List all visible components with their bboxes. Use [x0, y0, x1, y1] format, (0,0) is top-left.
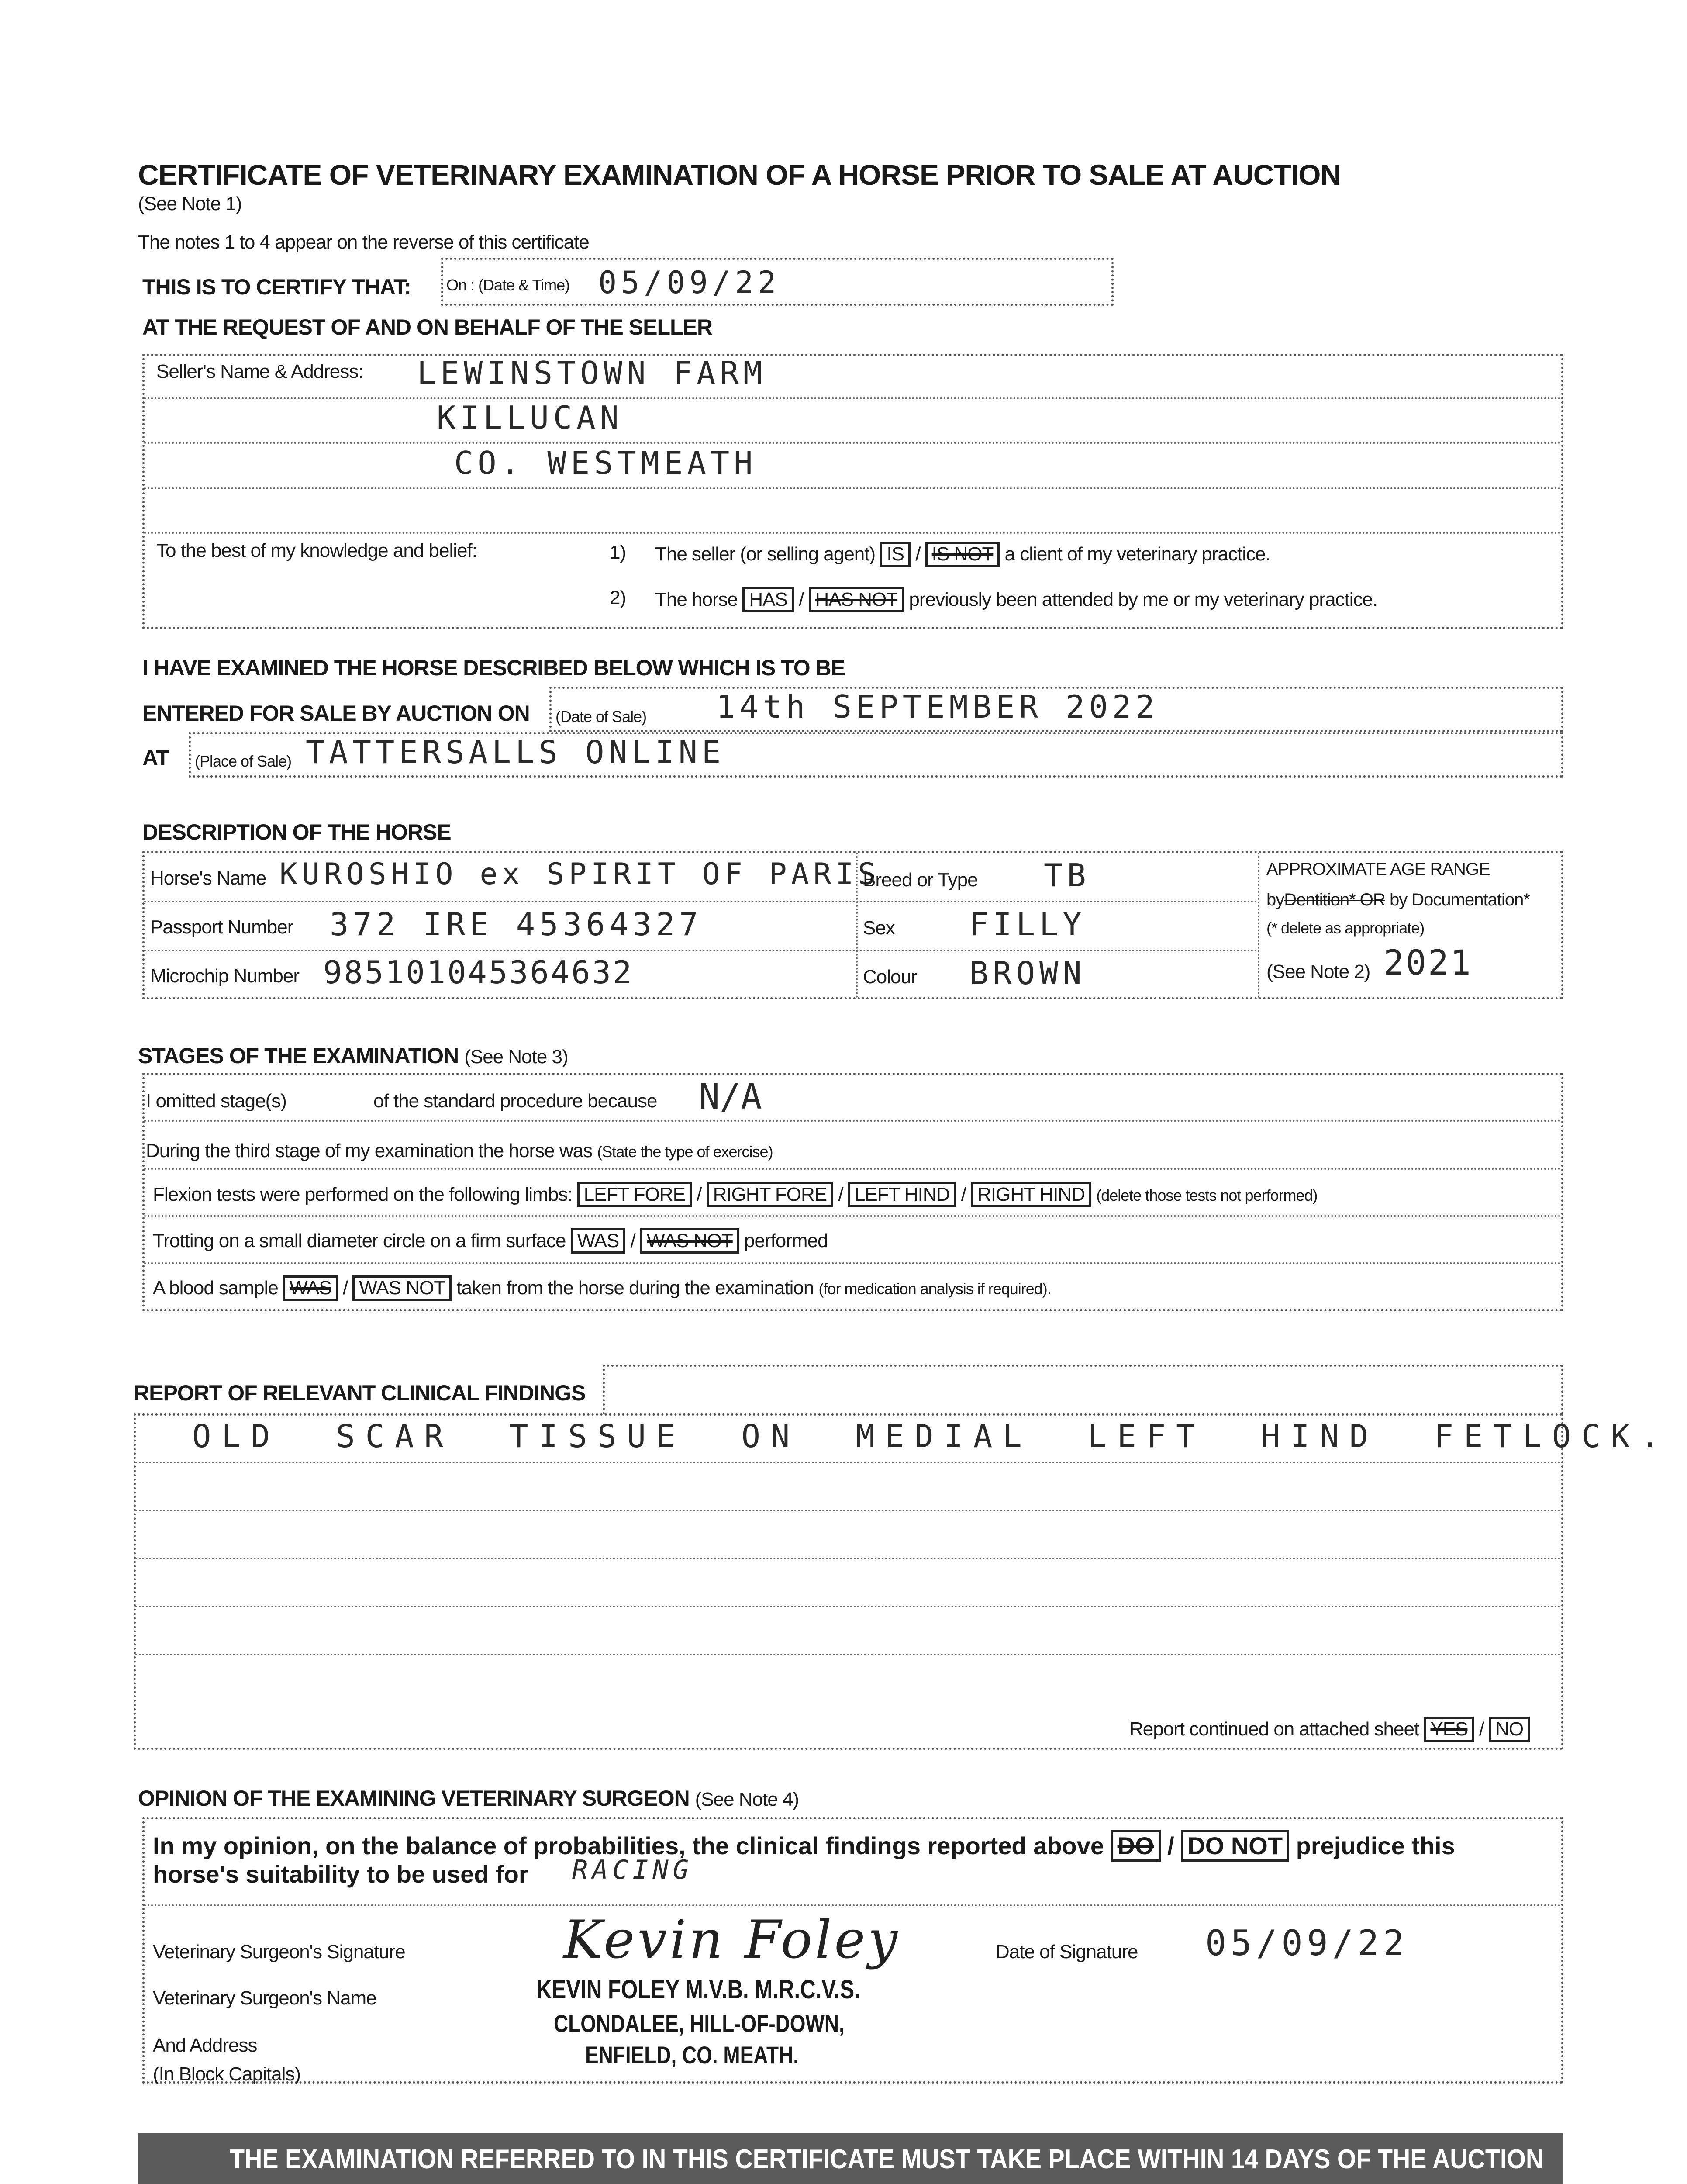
trotting-row: Trotting on a small diameter circle on a firm surface WAS / WAS NOT performed [153, 1228, 828, 1254]
seller-line-2[interactable]: KILLUCAN [437, 399, 623, 436]
vet-stamp-address-2: ENFIELD, CO. MEATH. [585, 2041, 799, 2069]
flexion-row: Flexion tests were performed on the following limbs: LEFT FORE / RIGHT FORE / LEFT HIND / RIGHT HIND (delete those tests not performed) [153, 1182, 1318, 1207]
date-signature-label: Date of Signature [996, 1941, 1138, 1963]
findings-heading: REPORT OF RELEVANT CLINICAL FINDINGS [134, 1381, 586, 1405]
continued-yes[interactable]: YES [1424, 1717, 1474, 1742]
colour-value[interactable]: BROWN [969, 955, 1086, 992]
footer-banner-text: THE EXAMINATION REFERRED TO IN THIS CERTIFICATE MUST TAKE PLACE WITHIN 14 DAYS OF THE AUCTION [230, 2144, 1544, 2174]
signature: Kevin Foley [563, 1910, 900, 1970]
footer-banner [138, 2133, 1563, 2184]
vet-name-label: Veterinary Surgeon's Name [153, 1987, 376, 2009]
opinion-line-2: horse's suitability to be used for [153, 1860, 528, 1888]
sex-value[interactable]: FILLY [969, 906, 1086, 943]
breed-label: Breed or Type [863, 869, 978, 891]
blood-option-was-not[interactable]: WAS NOT [352, 1275, 452, 1301]
examined-heading: I HAVE EXAMINED THE HORSE DESCRIBED BELOW WHICH IS TO BE [142, 656, 845, 680]
signature-label: Veterinary Surgeon's Signature [153, 1941, 405, 1963]
q1-number: 1) [610, 542, 626, 563]
opinion-line-1: In my opinion, on the balance of probabilities, the clinical findings reported above DO / DO NOT prejudice this [153, 1830, 1455, 1862]
sale-place-label: (Place of Sale) [195, 752, 292, 770]
q2-text: The horse HAS / HAS NOT previously been attended by me or my veterinary practice. [655, 587, 1377, 612]
omitted-value[interactable]: N/A [699, 1076, 762, 1117]
q1-option-is[interactable]: IS [880, 542, 911, 567]
trot-option-was-not[interactable]: WAS NOT [640, 1228, 739, 1254]
q2-number: 2) [610, 587, 626, 608]
q2-option-has-not[interactable]: HAS NOT [809, 587, 904, 612]
microchip-value[interactable]: 985101045364632 [323, 954, 634, 991]
vet-stamp-address-1: CLONDALEE, HILL-OF-DOWN, [554, 2010, 845, 2037]
request-heading: AT THE REQUEST OF AND ON BEHALF OF THE SELLER [142, 315, 712, 339]
blood-option-was[interactable]: WAS [283, 1275, 338, 1301]
flex-left-hind[interactable]: LEFT HIND [848, 1182, 956, 1207]
age-dentition-option[interactable]: Dentition* OR [1284, 890, 1385, 909]
colour-label: Colour [863, 966, 917, 988]
sale-place-value: TATTERSALLS ONLINE [306, 734, 725, 771]
vet-address-caps-label: (In Block Capitals) [153, 2063, 301, 2085]
opinion-heading: OPINION OF THE EXAMINING VETERINARY SURGEON (See Note 4) [138, 1786, 799, 1811]
knowledge-label: To the best of my knowledge and belief: [156, 540, 477, 561]
seller-name-label: Seller's Name & Address: [156, 361, 363, 382]
stages-heading: STAGES OF THE EXAMINATION (See Note 3) [138, 1044, 568, 1068]
sale-date-label: (Date of Sale) [555, 708, 647, 726]
opinion-use-value[interactable]: RACING [572, 1855, 693, 1885]
horse-name-label: Horse's Name [150, 867, 266, 889]
findings-header-box [603, 1365, 1563, 1414]
q1-text: The seller (or selling agent) IS / IS NOT a client of my veterinary practice. [655, 542, 1270, 567]
age-value[interactable]: 2021 [1383, 943, 1473, 983]
seller-line-3[interactable]: CO. WESTMEATH [454, 445, 757, 481]
seller-line-1[interactable]: LEWINSTOWN FARM [417, 355, 767, 391]
age-title: APPROXIMATE AGE RANGE [1266, 860, 1490, 879]
age-see-note: (See Note 2) [1266, 961, 1370, 982]
sale-date-value: 14th SEPTEMBER 2022 [716, 688, 1159, 725]
certify-label: THIS IS TO CERTIFY THAT: [142, 275, 411, 299]
notes-line: The notes 1 to 4 appear on the reverse of this certificate [138, 232, 589, 253]
flex-right-fore[interactable]: RIGHT FORE [707, 1182, 834, 1207]
date-signature-value[interactable]: 05/09/22 [1205, 1923, 1409, 1963]
third-stage-text: During the third stage of my examination the horse was (State the type of exercise) [146, 1140, 773, 1161]
trot-option-was[interactable]: WAS [571, 1228, 626, 1254]
continued-row: Report continued on attached sheet YES / NO [1129, 1717, 1530, 1742]
q1-option-is-not[interactable]: IS NOT [925, 542, 1000, 567]
opinion-option-do[interactable]: DO [1111, 1830, 1161, 1862]
age-delete-note: (* delete as appropriate) [1266, 919, 1425, 937]
findings-text[interactable]: OLD SCAR TISSUE ON MEDIAL LEFT HIND FETLOCK. [192, 1418, 1670, 1455]
on-date-value: 05/09/22 [598, 265, 781, 301]
certificate-title: CERTIFICATE OF VETERINARY EXAMINATION OF A HORSE PRIOR TO SALE AT AUCTION [138, 159, 1341, 191]
see-note-1: (See Note 1) [138, 193, 242, 214]
horse-heading: DESCRIPTION OF THE HORSE [142, 820, 451, 844]
passport-value[interactable]: 372 IRE 45364327 [330, 906, 703, 943]
passport-label: Passport Number [150, 916, 293, 938]
q2-option-has[interactable]: HAS [742, 587, 793, 612]
sale-at-label: AT [142, 746, 169, 770]
flex-right-hind[interactable]: RIGHT HIND [971, 1182, 1091, 1207]
omitted-label: I omitted stage(s) [146, 1090, 286, 1112]
blood-row: A blood sample WAS / WAS NOT taken from the horse during the examination (for medication analysis if required). [153, 1275, 1051, 1301]
microchip-label: Microchip Number [150, 965, 299, 987]
opinion-option-do-not[interactable]: DO NOT [1181, 1830, 1289, 1862]
horse-name-value[interactable]: KUROSHIO ex SPIRIT OF PARIS [279, 857, 880, 892]
findings-box [134, 1413, 1563, 1750]
vet-stamp-name: KEVIN FOLEY M.V.B. M.R.C.V.S. [536, 1975, 860, 2004]
sale-heading: ENTERED FOR SALE BY AUCTION ON [142, 701, 530, 726]
on-date-label: On : (Date & Time) [446, 276, 570, 294]
vet-address-label: And Address [153, 2035, 257, 2056]
omitted-because: of the standard procedure because [373, 1090, 657, 1112]
breed-value[interactable]: TB [1044, 857, 1090, 894]
age-method: byDentition* OR by Documentation* [1266, 890, 1530, 909]
flex-left-fore[interactable]: LEFT FORE [577, 1182, 692, 1207]
age-documentation-option[interactable]: by Documentation* [1389, 890, 1530, 909]
continued-no[interactable]: NO [1489, 1717, 1530, 1742]
sex-label: Sex [863, 917, 895, 939]
